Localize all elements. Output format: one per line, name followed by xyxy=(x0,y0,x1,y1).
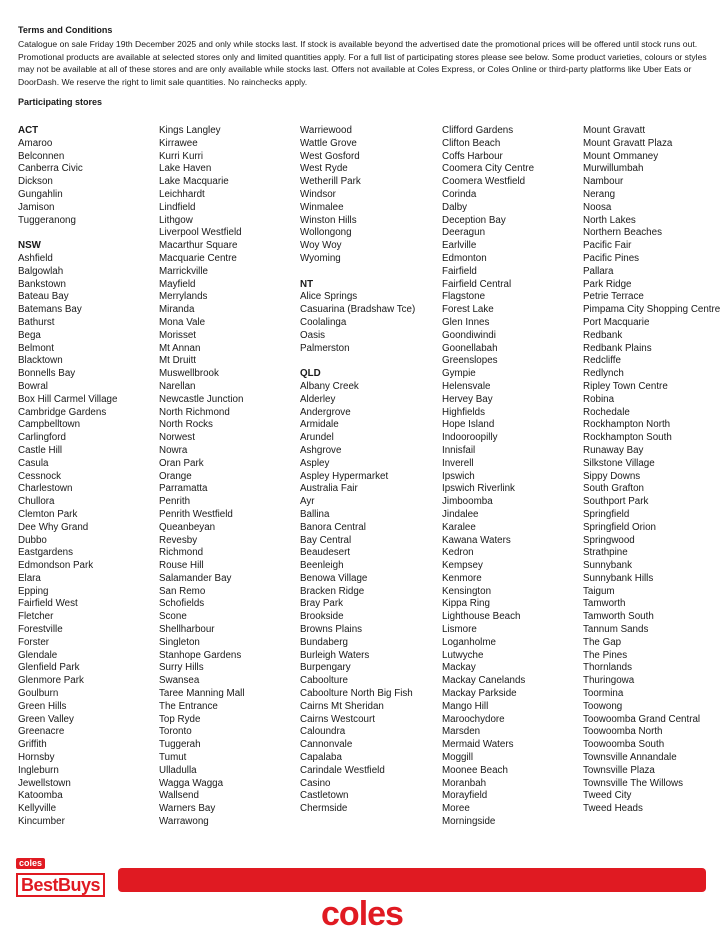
store-name: Caboolture xyxy=(300,675,348,687)
store-name: Miranda xyxy=(159,304,195,316)
store-name: Dalby xyxy=(442,201,468,213)
store-name: Mt Annan xyxy=(159,342,201,354)
store-name: West Gosford xyxy=(300,150,360,162)
store-name: Winston Hills xyxy=(300,214,357,226)
store-name: Toowoomba South xyxy=(583,739,665,751)
store-name: Forest Lake xyxy=(442,304,494,316)
store-name: Edmonton xyxy=(442,252,487,264)
store-name: Aspley Hypermarket xyxy=(300,470,389,482)
store-name: Balgowlah xyxy=(18,265,64,277)
store-name: Mango Hill xyxy=(442,700,489,712)
store-name: Tuggeranong xyxy=(18,214,76,226)
store-name: Mona Vale xyxy=(159,316,206,328)
store-name: Deeragun xyxy=(442,227,486,239)
store-name: Thuringowa xyxy=(583,675,635,687)
store-name: Norwest xyxy=(159,432,195,444)
store-name: The Gap xyxy=(583,636,622,648)
store-name: Green Valley xyxy=(18,713,74,725)
store-name: Eastgardens xyxy=(18,547,74,559)
store-name: Singleton xyxy=(159,636,200,648)
store-name: Kurri Kurri xyxy=(159,150,204,162)
store-name: Jamison xyxy=(18,201,55,213)
store-name: Castle Hill xyxy=(18,444,63,456)
store-name: Penrith Westfield xyxy=(159,508,233,520)
store-column-2 xyxy=(159,125,299,829)
store-name: Marrickville xyxy=(159,265,208,277)
store-name: Kawana Waters xyxy=(442,534,511,546)
store-name: Alderley xyxy=(300,393,336,405)
store-name: Mermaid Waters xyxy=(442,739,514,751)
store-name: Salamander Bay xyxy=(159,572,232,584)
store-column-5 xyxy=(583,125,723,816)
store-name: Wyoming xyxy=(300,252,341,264)
store-name: Warners Bay xyxy=(159,803,216,815)
store-name: Townsville Annandale xyxy=(583,752,677,764)
state-heading: NT xyxy=(300,278,314,290)
column-spacer xyxy=(18,227,158,240)
store-name: Castletown xyxy=(300,790,349,802)
store-name: Tannum Sands xyxy=(583,624,649,636)
store-name: Albany Creek xyxy=(300,380,359,392)
store-name: Schofields xyxy=(159,598,205,610)
store-name: Strathpine xyxy=(583,547,628,559)
store-name: Pacific Pines xyxy=(583,252,640,264)
store-name: Goulburn xyxy=(18,688,59,700)
store-name: Mount Gravatt xyxy=(583,125,646,136)
store-name: Wattle Grove xyxy=(300,137,357,149)
store-name: Burpengary xyxy=(300,662,351,674)
store-name: Tweed City xyxy=(583,790,632,802)
store-name: Flagstone xyxy=(442,291,486,303)
store-name: Tamworth South xyxy=(583,611,654,623)
store-name: Earlville xyxy=(442,240,477,252)
store-column-1 xyxy=(18,125,158,829)
store-name: Parramatta xyxy=(159,483,208,495)
participating-stores-title: Participating stores xyxy=(18,97,103,107)
store-name: Carindale Westfield xyxy=(300,764,385,776)
store-name: Springfield xyxy=(583,508,630,520)
store-name: Northern Beaches xyxy=(583,227,662,239)
store-name: Redbank Plains xyxy=(583,342,652,354)
store-name: Deception Bay xyxy=(442,214,506,226)
store-name: Redbank xyxy=(583,329,623,341)
store-name: Sunnybank xyxy=(583,560,633,572)
store-name: Andergrove xyxy=(300,406,351,418)
store-name: Kippa Ring xyxy=(442,598,490,610)
store-name: Mt Druitt xyxy=(159,355,197,367)
store-name: Wagga Wagga xyxy=(159,777,224,789)
store-name: Mount Gravatt Plaza xyxy=(583,137,673,149)
store-name: Rochedale xyxy=(583,406,630,418)
store-name: Bray Park xyxy=(300,598,344,610)
store-name: Alice Springs xyxy=(300,291,358,303)
store-name: Kings Langley xyxy=(159,125,221,136)
store-name: Runaway Bay xyxy=(583,444,644,456)
store-name: Jindalee xyxy=(442,508,479,520)
store-name: Belmont xyxy=(18,342,54,354)
store-name: Marsden xyxy=(442,726,481,738)
store-name: Petrie Terrace xyxy=(583,291,644,303)
store-name: Pacific Fair xyxy=(583,240,632,252)
store-name: Katoomba xyxy=(18,790,63,802)
store-name: Edmondson Park xyxy=(18,560,94,572)
store-name: Park Ridge xyxy=(583,278,632,290)
store-name: Clemton Park xyxy=(18,508,78,520)
store-name: Pallara xyxy=(583,265,614,277)
store-name: Macquarie Centre xyxy=(159,252,237,264)
store-name: Coolalinga xyxy=(300,316,347,328)
store-name: Box Hill Carmel Village xyxy=(18,393,118,405)
store-name: Oasis xyxy=(300,329,326,341)
store-name: Ulladulla xyxy=(159,764,197,776)
store-name: Jewellstown xyxy=(18,777,71,789)
store-name: Rockhampton North xyxy=(583,419,671,431)
store-name: Dickson xyxy=(18,176,53,188)
store-name: Bankstown xyxy=(18,278,66,290)
store-name: Clifford Gardens xyxy=(442,125,514,136)
store-name: Armidale xyxy=(300,419,339,431)
store-name: Dubbo xyxy=(18,534,47,546)
store-name: Gympie xyxy=(442,368,476,380)
store-name: Hervey Bay xyxy=(442,393,493,405)
store-name: North Lakes xyxy=(583,214,636,226)
store-name: South Grafton xyxy=(583,483,644,495)
store-name: Top Ryde xyxy=(159,713,201,725)
store-name: Inverell xyxy=(442,457,474,469)
store-name: Redlynch xyxy=(583,368,624,380)
store-name: Griffith xyxy=(18,739,47,751)
store-name: Casula xyxy=(18,457,49,469)
store-name: Campbelltown xyxy=(18,419,81,431)
store-name: Clifton Beach xyxy=(442,137,501,149)
store-name: Macarthur Square xyxy=(159,240,238,252)
store-name: Fletcher xyxy=(18,611,54,623)
store-name: Tuggerah xyxy=(159,739,201,751)
store-name: Glen Innes xyxy=(442,316,490,328)
store-name: Wollongong xyxy=(300,227,352,239)
store-name: Indooroopilly xyxy=(442,432,498,444)
store-name: Toormina xyxy=(583,688,624,700)
store-name: Canberra Civic xyxy=(18,163,83,175)
store-name: Hope Island xyxy=(442,419,495,431)
store-name: Cairns Westcourt xyxy=(300,713,375,725)
store-name: Port Macquarie xyxy=(583,316,650,328)
store-name: Rockhampton South xyxy=(583,432,672,444)
store-name: Ingleburn xyxy=(18,764,59,776)
store-name: Maroochydore xyxy=(442,713,505,725)
store-name: Penrith xyxy=(159,496,191,508)
store-name: Moree xyxy=(442,803,470,815)
store-name: Wetherill Park xyxy=(300,176,361,188)
store-name: Coomera City Centre xyxy=(442,163,535,175)
store-name: Morisset xyxy=(159,329,197,341)
store-name: Gungahlin xyxy=(18,188,63,200)
state-heading: QLD xyxy=(300,368,321,380)
store-name: Merrylands xyxy=(159,291,208,303)
store-name: Amaroo xyxy=(18,137,53,149)
store-name: Warrawong xyxy=(159,816,209,828)
store-name: Kedron xyxy=(442,547,474,559)
store-name: Townsville Plaza xyxy=(583,764,655,776)
store-name: Lake Haven xyxy=(159,163,212,175)
store-name: Queanbeyan xyxy=(159,521,216,533)
store-name: Banora Central xyxy=(300,521,366,533)
store-name: Oran Park xyxy=(159,457,204,469)
store-name: Forster xyxy=(18,636,50,648)
store-name: Cannonvale xyxy=(300,739,353,751)
store-name: Lake Macquarie xyxy=(159,176,229,188)
store-name: Bracken Ridge xyxy=(300,585,365,597)
store-name: Toowoomba Grand Central xyxy=(583,713,701,725)
store-name: Bay Central xyxy=(300,534,352,546)
store-name: Tweed Heads xyxy=(583,803,643,815)
coles-bestbuys-logo xyxy=(16,853,116,897)
terms-title: Terms and Conditions xyxy=(18,25,113,35)
store-name: Jimboomba xyxy=(442,496,493,508)
store-name: Bathurst xyxy=(18,316,55,328)
store-name: Toowoomba North xyxy=(583,726,663,738)
store-name: Nowra xyxy=(159,444,188,456)
store-name: Cambridge Gardens xyxy=(18,406,107,418)
coles-logo: coles xyxy=(321,895,403,933)
store-name: Redcliffe xyxy=(583,355,621,367)
store-name: Ashfield xyxy=(18,252,53,264)
store-column-4 xyxy=(442,125,582,829)
store-name: Forestville xyxy=(18,624,63,636)
red-banner-bar xyxy=(118,868,706,892)
store-name: Narellan xyxy=(159,380,196,392)
store-name: Kempsey xyxy=(442,560,483,572)
store-name: Fairfield Central xyxy=(442,278,512,290)
store-name: Cessnock xyxy=(18,470,62,482)
store-name: Surry Hills xyxy=(159,662,204,674)
store-name: Capalaba xyxy=(300,752,342,764)
store-name: Toowong xyxy=(583,700,623,712)
store-name: Innisfail xyxy=(442,444,476,456)
store-name: Goonellabah xyxy=(442,342,498,354)
store-name: Coomera Westfield xyxy=(442,176,526,188)
store-column-3 xyxy=(300,125,440,816)
store-name: Batemans Bay xyxy=(18,304,82,316)
store-name: Morningside xyxy=(442,816,496,828)
store-name: Nambour xyxy=(583,176,624,188)
store-name: Greenslopes xyxy=(442,355,498,367)
store-name: Woy Woy xyxy=(300,240,342,252)
store-name: Ripley Town Centre xyxy=(583,380,668,392)
store-name: Taigum xyxy=(583,585,615,597)
store-name: Charlestown xyxy=(18,483,73,495)
column-spacer xyxy=(300,266,440,279)
store-name: Ipswich Riverlink xyxy=(442,483,515,495)
store-name: Aspley xyxy=(300,457,330,469)
store-name: Stanhope Gardens xyxy=(159,649,242,661)
store-name: Mackay xyxy=(442,662,476,674)
store-name: Kellyville xyxy=(18,803,57,815)
store-name: Kenmore xyxy=(442,572,482,584)
store-name: Coffs Harbour xyxy=(442,150,503,162)
store-name: Scone xyxy=(159,611,187,623)
store-name: Blacktown xyxy=(18,355,63,367)
store-name: Helensvale xyxy=(442,380,491,392)
store-name: Caloundra xyxy=(300,726,346,738)
store-name: Moggill xyxy=(442,752,474,764)
store-name: Revesby xyxy=(159,534,198,546)
store-name: Casino xyxy=(300,777,331,789)
store-name: San Remo xyxy=(159,585,206,597)
column-spacer xyxy=(300,355,440,368)
store-name: Carlingford xyxy=(18,432,66,444)
store-name: Moonee Beach xyxy=(442,764,508,776)
store-name: Chermside xyxy=(300,803,348,815)
store-name: Winmalee xyxy=(300,201,344,213)
store-name: Highfields xyxy=(442,406,486,418)
store-name: Sippy Downs xyxy=(583,470,641,482)
store-name: Lutwyche xyxy=(442,649,484,661)
store-name: Chullora xyxy=(18,496,55,508)
state-heading: NSW xyxy=(18,240,41,252)
store-name: Greenacre xyxy=(18,726,65,738)
store-name: Kensington xyxy=(442,585,492,597)
store-name: North Richmond xyxy=(159,406,230,418)
store-name: Lismore xyxy=(442,624,477,636)
store-name: Pimpama City Shopping Centre xyxy=(583,304,721,316)
store-name: Fairfield West xyxy=(18,598,78,610)
store-name: Australia Fair xyxy=(300,483,358,495)
store-name: Liverpool Westfield xyxy=(159,227,242,239)
store-name: Bonnells Bay xyxy=(18,368,76,380)
store-name: Morayfield xyxy=(442,790,488,802)
store-name: Springwood xyxy=(583,534,635,546)
store-name: Wallsend xyxy=(159,790,199,802)
store-name: Orange xyxy=(159,470,192,482)
store-name: Cairns Mt Sheridan xyxy=(300,700,384,712)
store-name: Goondiwindi xyxy=(442,329,496,341)
store-name: Noosa xyxy=(583,201,612,213)
store-name: Casuarina (Bradshaw Tce) xyxy=(300,304,416,316)
store-name: Southport Park xyxy=(583,496,649,508)
store-name: Lindfield xyxy=(159,201,196,213)
store-name: Ashgrove xyxy=(300,444,342,456)
store-name: Hornsby xyxy=(18,752,55,764)
store-name: The Entrance xyxy=(159,700,218,712)
store-name: Arundel xyxy=(300,432,334,444)
store-name: The Pines xyxy=(583,649,628,661)
terms-section xyxy=(18,25,708,88)
store-name: Glendale xyxy=(18,649,58,661)
store-name: Ipswich xyxy=(442,470,475,482)
store-name: Elara xyxy=(18,572,41,584)
store-name: Burleigh Waters xyxy=(300,649,370,661)
store-name: Mayfield xyxy=(159,278,196,290)
terms-body: Catalogue on sale Friday 19th December 2025 and only while stocks last. If stock is available beyond the advertised date the promotional prices will be offered until stock runs out. Promotional products are available at selected stores only and limited quantities apply. For a full list of participating stores please see below. Some product varieties, colours or styles may not be available at all of these stores and are only available while stocks last. Offers not available at Coles Express, or Coles Online or third-party platforms like Uber Eats or DoorDash. We reserve the right to limit sale quantities. No rainchecks apply. xyxy=(18,39,707,87)
store-name: Thornlands xyxy=(583,662,633,674)
store-name: Leichhardt xyxy=(159,188,205,200)
store-name: West Ryde xyxy=(300,163,348,175)
store-name: Beenleigh xyxy=(300,560,344,572)
store-name: North Rocks xyxy=(159,419,213,431)
store-name: Windsor xyxy=(300,188,336,200)
store-name: Brookside xyxy=(300,611,344,623)
store-name: Ballina xyxy=(300,508,330,520)
store-name: Epping xyxy=(18,585,49,597)
store-name: Tamworth xyxy=(583,598,626,610)
store-name: Corinda xyxy=(442,188,477,200)
store-name: Springfield Orion xyxy=(583,521,656,533)
store-name: Kincumber xyxy=(18,816,65,828)
store-name: Browns Plains xyxy=(300,624,363,636)
store-name: Bundaberg xyxy=(300,636,348,648)
store-name: Mount Ommaney xyxy=(583,150,659,162)
store-name: Mackay Parkside xyxy=(442,688,517,700)
store-name: Muswellbrook xyxy=(159,368,219,380)
store-name: Kirrawee xyxy=(159,137,198,149)
store-name: Benowa Village xyxy=(300,572,368,584)
store-name: Shellharbour xyxy=(159,624,215,636)
store-name: Silkstone Village xyxy=(583,457,655,469)
store-name: Belconnen xyxy=(18,150,65,162)
store-name: Glenfield Park xyxy=(18,662,80,674)
store-name: Bowral xyxy=(18,380,48,392)
store-name: Townsville The Willows xyxy=(583,777,683,789)
store-name: Toronto xyxy=(159,726,192,738)
store-name: Glenmore Park xyxy=(18,675,84,687)
coles-small-logo: coles xyxy=(16,858,45,869)
store-name: Bateau Bay xyxy=(18,291,69,303)
store-name: Tumut xyxy=(159,752,187,764)
store-name: Lighthouse Beach xyxy=(442,611,521,623)
store-name: Fairfield xyxy=(442,265,477,277)
store-name: Caboolture North Big Fish xyxy=(300,688,413,700)
store-name: Lithgow xyxy=(159,214,193,226)
store-name: Murwillumbah xyxy=(583,163,644,175)
store-name: Richmond xyxy=(159,547,204,559)
store-name: Rouse Hill xyxy=(159,560,204,572)
store-name: Nerang xyxy=(583,188,616,200)
state-heading: ACT xyxy=(18,125,39,136)
store-name: Beaudesert xyxy=(300,547,351,559)
store-name: Warriewood xyxy=(300,125,352,136)
store-name: Swansea xyxy=(159,675,200,687)
bestbuys-wordmark: BestBuys xyxy=(16,873,105,897)
store-name: Bega xyxy=(18,329,41,341)
store-name: Palmerston xyxy=(300,342,350,354)
store-name: Ayr xyxy=(300,496,315,508)
store-name: Moranbah xyxy=(442,777,487,789)
store-name: Karalee xyxy=(442,521,476,533)
store-name: Mackay Canelands xyxy=(442,675,526,687)
store-name: Taree Manning Mall xyxy=(159,688,245,700)
store-name: Robina xyxy=(583,393,615,405)
store-name: Green Hills xyxy=(18,700,67,712)
store-name: Newcastle Junction xyxy=(159,393,244,405)
store-name: Loganholme xyxy=(442,636,496,648)
store-name: Sunnybank Hills xyxy=(583,572,654,584)
store-name: Dee Why Grand xyxy=(18,521,89,533)
